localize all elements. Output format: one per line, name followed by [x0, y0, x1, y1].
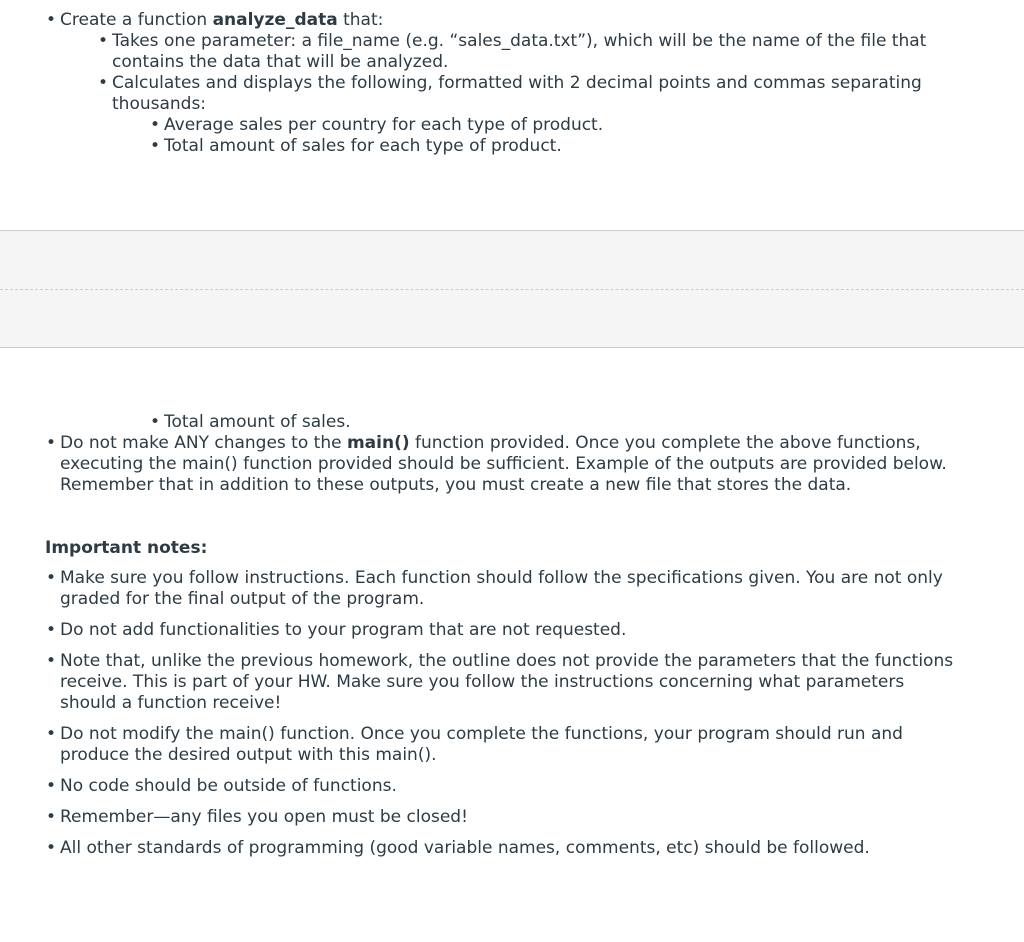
continuation-section [0, 412, 1024, 496]
item-line: • No code should be outside of functions. [60, 776, 397, 796]
page-break-band [0, 230, 1024, 348]
note-item [60, 568, 1024, 610]
item-text-prefix: Do not make ANY changes to the [60, 433, 347, 453]
item-line: • Note that, unlike the previous homework, the outline does not provide the parameters that the functions [60, 651, 954, 671]
sub-sub-bullet-list-continued [0, 412, 1024, 433]
list-item-takes-parameter [112, 31, 1024, 73]
top-section [0, 10, 1024, 157]
sub-sub-bullet-list [0, 115, 1024, 157]
list-item-average-sales: • Average sales per country for each type of product. [164, 115, 1024, 136]
item-line: • Do not add functionalities to your program that are not requested. [60, 620, 627, 640]
item-line: graded for the final output of the program. [60, 589, 425, 609]
note-item [60, 776, 1024, 797]
list-item-total-sales: • Total amount of sales. [164, 412, 1024, 433]
note-item [60, 651, 1024, 714]
note-item [60, 724, 1024, 766]
item-line: • Takes one parameter: a file_name (e.g. “sales_data.txt”), which will be the name of the file that [112, 31, 927, 51]
item-text-prefix: Create a function [60, 10, 213, 30]
note-item [60, 838, 1024, 859]
item-line: should a function receive! [60, 693, 282, 713]
item-line: thousands: [112, 94, 207, 114]
item-line: • Do not modify the main() function. Once you complete the functions, your program should run and [60, 724, 903, 744]
item-line: produce the desired output with this main(). [60, 745, 437, 765]
item-line: contains the data that will be analyzed. [112, 52, 449, 72]
item-line: receive. This is part of your HW. Make sure you follow the instructions concerning what parameters [60, 672, 905, 692]
dashed-divider [0, 289, 1024, 290]
list-item-create-function [60, 10, 1024, 31]
item-line: executing the main() function provided should be sufficient. Example of the outputs are provided below. [60, 454, 947, 474]
notes-bullet-list [0, 568, 1024, 859]
note-item [60, 807, 1024, 828]
main-bullet-list-continued [0, 433, 1024, 496]
item-line: • All other standards of programming (good variable names, comments, etc) should be followed. [60, 838, 870, 858]
important-notes-heading: Important notes: [45, 538, 208, 558]
list-item-calculates [112, 73, 1024, 115]
item-line: • Make sure you follow instructions. Each function should follow the specifications given. You are not only [60, 568, 943, 588]
function-name-analyze-data: analyze_data [212, 10, 338, 30]
item-text-suffix: that: [337, 10, 384, 30]
list-item-total-sales-per-product: • Total amount of sales for each type of product. [164, 136, 1024, 157]
note-item [60, 620, 1024, 641]
item-line: Remember that in addition to these outputs, you must create a new file that stores the data. [60, 475, 852, 495]
item-line: • Remember—any files you open must be closed! [60, 807, 468, 827]
item-line: • Calculates and displays the following, formatted with 2 decimal points and commas separating [112, 73, 922, 93]
item-text-rest: function provided. Once you complete the above functions, [409, 433, 921, 453]
important-notes-section [0, 568, 1024, 869]
list-item-do-not-change-main [60, 433, 1024, 496]
function-name-main: main() [346, 433, 410, 453]
main-bullet-list [0, 10, 1024, 31]
sub-bullet-list [0, 31, 1024, 115]
item-line [60, 433, 1024, 454]
